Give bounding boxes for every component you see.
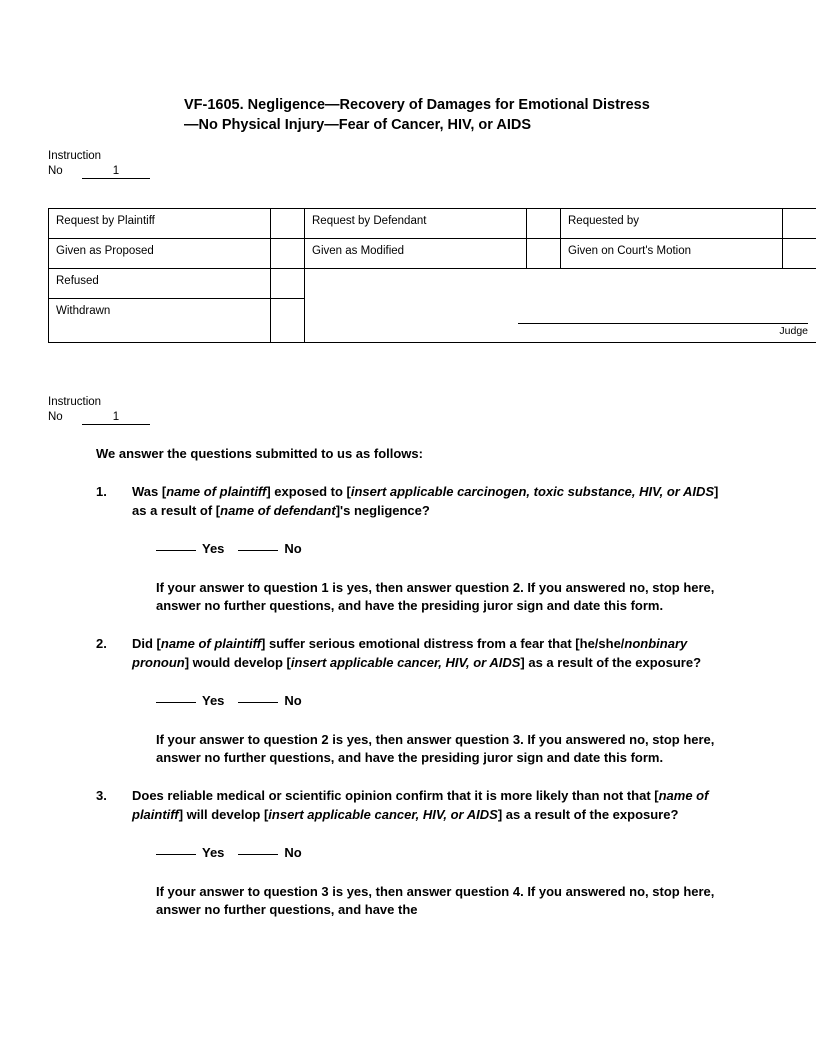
question-text-run: ]'s negligence?	[335, 502, 430, 518]
instruction-no-value-bottom[interactable]: 1	[82, 410, 150, 425]
no-label: No	[284, 541, 302, 557]
question-instruction-note: If your answer to question 2 is yes, then answer question 3. If you answered no, stop here, answer no further questions, and have the presiding juror sign and date this form.	[156, 731, 715, 766]
cell-request-by-plaintiff: Request by Plaintiff	[49, 209, 271, 239]
checkbox-withdrawn[interactable]	[271, 299, 305, 343]
checkbox-request-by-plaintiff[interactable]	[271, 209, 305, 239]
no-blank-field[interactable]	[238, 854, 278, 855]
instruction-label-top: Instruction	[48, 150, 102, 162]
question-item	[96, 635, 736, 672]
no-blank-field[interactable]	[238, 550, 278, 551]
placeholder-text: name of defendant	[220, 502, 336, 518]
placeholder-text: name of plaintiff	[166, 484, 267, 500]
checkbox-refused[interactable]	[271, 269, 305, 299]
table-row	[49, 209, 816, 239]
question-text-run: ] exposed to [	[266, 484, 351, 500]
question-text	[132, 635, 736, 672]
table-row	[49, 239, 816, 269]
judge-signature-block	[518, 322, 808, 338]
verdict-body	[96, 445, 736, 940]
question-text-run: ] as a result of the exposure?	[497, 806, 679, 822]
yes-label: Yes	[202, 541, 225, 557]
judge-label: Judge	[779, 325, 808, 337]
instruction-no-label-bottom: No	[48, 411, 63, 423]
verdict-lead-in: We answer the questions submitted to us as follows:	[96, 446, 423, 461]
judge-signature-cell	[305, 269, 816, 343]
instruction-number-top	[48, 149, 150, 179]
question-block	[96, 787, 736, 919]
yes-blank-field[interactable]	[156, 854, 196, 855]
question-number: 3.	[96, 788, 107, 804]
cell-given-on-courts-motion: Given on Court's Motion	[561, 239, 783, 269]
question-text-run: Does reliable medical or scientific opinion confirm that it is more likely than not that [	[132, 788, 659, 804]
yes-blank-field[interactable]	[156, 702, 196, 703]
checkbox-requested-by[interactable]	[783, 209, 816, 239]
placeholder-text: name of plaintiff	[132, 788, 709, 822]
no-blank-field[interactable]	[238, 702, 278, 703]
no-label: No	[284, 845, 302, 861]
placeholder-text: insert applicable cancer, HIV, or AIDS	[268, 806, 498, 822]
placeholder-text: insert applicable carcinogen, toxic substance, HIV, or AIDS	[350, 484, 715, 500]
question-number: 1.	[96, 484, 107, 500]
question-item	[96, 787, 736, 824]
instruction-label-bottom: Instruction	[48, 396, 102, 408]
question-text-run: ] would develop [	[184, 654, 291, 670]
answer-row	[156, 692, 736, 710]
placeholder-text: name of plaintiff	[160, 636, 262, 652]
checkbox-given-on-courts-motion[interactable]	[783, 239, 816, 269]
instruction-no-value-top[interactable]: 1	[82, 164, 150, 179]
checkbox-given-as-modified[interactable]	[527, 239, 561, 269]
yes-label: Yes	[202, 693, 225, 709]
question-text-run: ] as a result of [	[132, 484, 719, 518]
question-text-run: ] as a result of the exposure?	[520, 654, 702, 670]
answer-row	[156, 540, 736, 558]
cell-given-as-modified: Given as Modified	[305, 239, 527, 269]
answer-row	[156, 844, 736, 862]
placeholder-text: insert applicable cancer, HIV, or AIDS	[290, 654, 521, 670]
question-text-run: Was [	[132, 484, 167, 500]
yes-label: Yes	[202, 845, 225, 861]
cell-requested-by: Requested by	[561, 209, 783, 239]
instruction-number-bottom	[48, 395, 150, 425]
page-title: VF-1605. Negligence—Recovery of Damages for Emotional Distress—No Physical Injury—Fear of Cancer, HIV, or AIDS	[184, 97, 650, 133]
cell-withdrawn: Withdrawn	[49, 299, 271, 343]
cell-given-as-proposed: Given as Proposed	[49, 239, 271, 269]
question-block	[96, 635, 736, 767]
instruction-no-label-top: No	[48, 165, 63, 177]
no-label: No	[284, 693, 302, 709]
question-number: 2.	[96, 636, 107, 652]
question-text	[132, 483, 736, 520]
table-row	[49, 269, 816, 299]
cell-refused: Refused	[49, 269, 271, 299]
question-instruction-note: If your answer to question 3 is yes, then answer question 4. If you answered no, stop here, answer no further questions, and have the	[156, 883, 715, 918]
question-block	[96, 483, 736, 615]
question-text-run: ] suffer serious emotional distress from a fear that [he/she/	[261, 636, 625, 652]
question-text-run: Did [	[132, 636, 161, 652]
question-text	[132, 787, 736, 824]
cell-request-by-defendant: Request by Defendant	[305, 209, 527, 239]
placeholder-text: nonbinary pronoun	[132, 636, 688, 670]
checkbox-given-as-proposed[interactable]	[271, 239, 305, 269]
instruction-status-table	[48, 208, 816, 343]
yes-blank-field[interactable]	[156, 550, 196, 551]
checkbox-request-by-defendant[interactable]	[527, 209, 561, 239]
question-item	[96, 483, 736, 520]
question-instruction-note: If your answer to question 1 is yes, then answer question 2. If you answered no, stop here, answer no further questions, and have the presiding juror sign and date this form.	[156, 579, 715, 614]
question-text-run: ] will develop [	[178, 806, 269, 822]
questions-container	[96, 483, 736, 919]
